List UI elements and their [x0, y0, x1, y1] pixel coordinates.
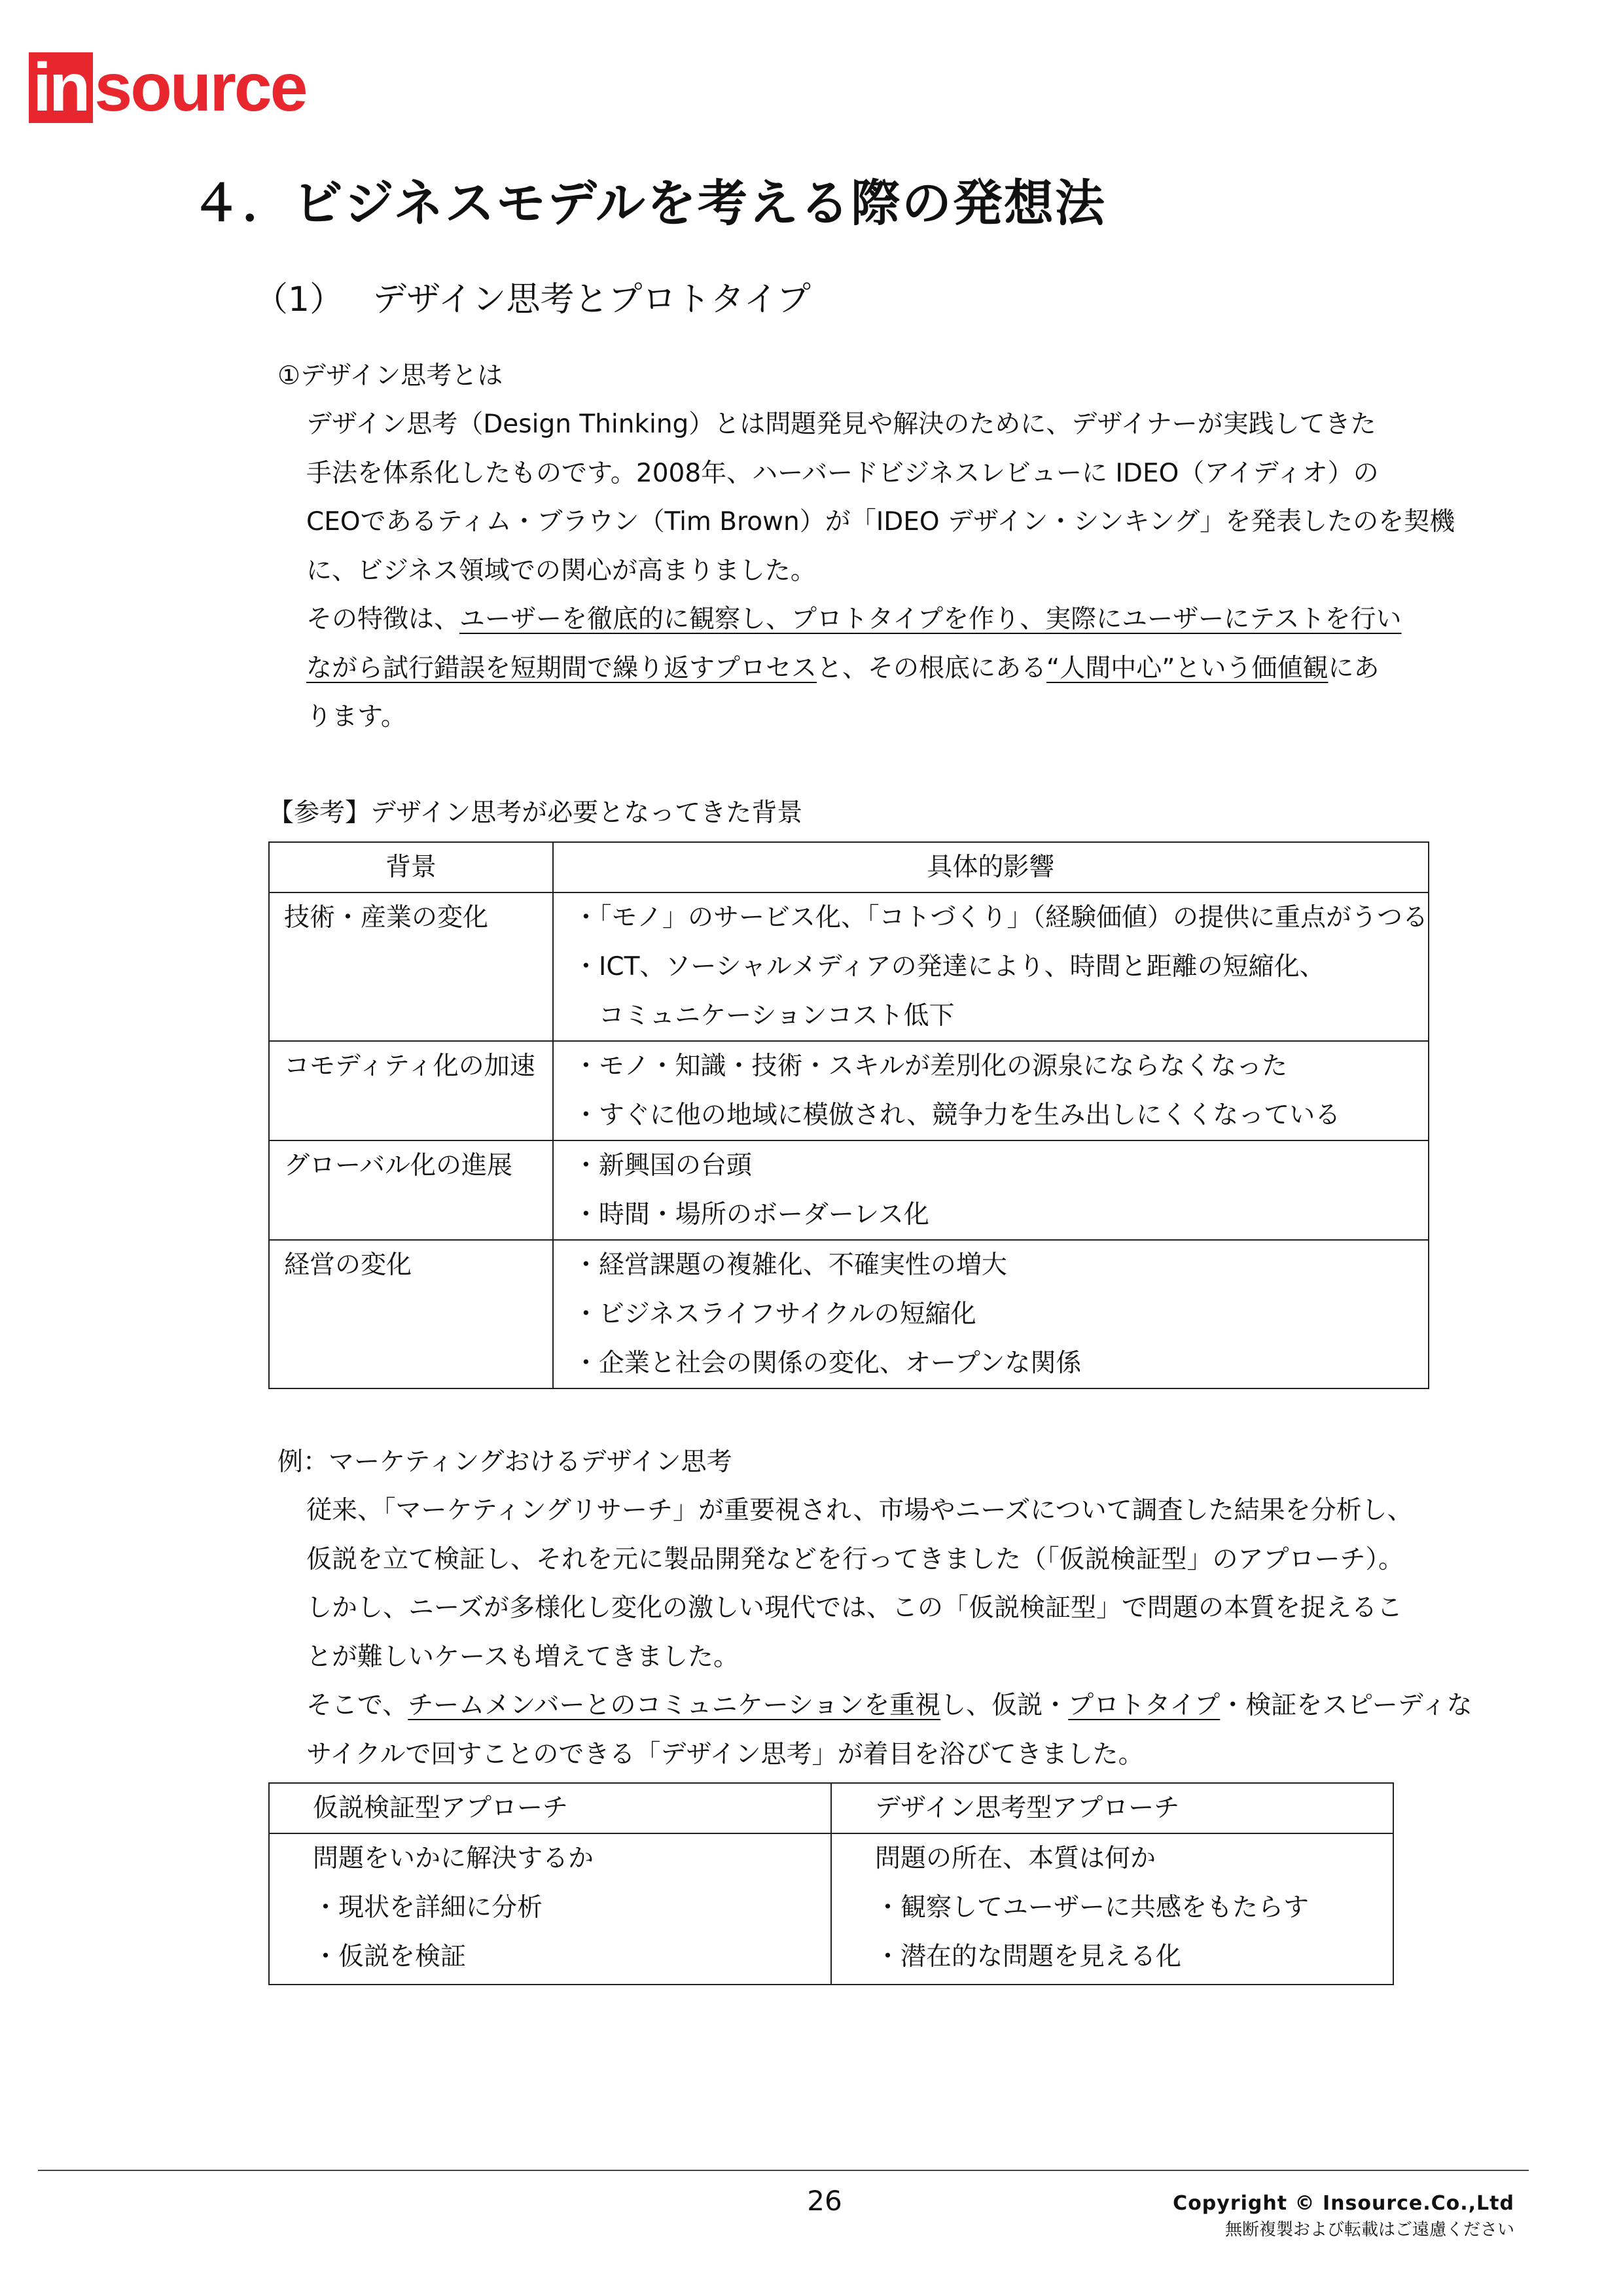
section-title: ①デザイン思考とは — [277, 361, 503, 391]
design-thinking-cell — [831, 1833, 1393, 1985]
underlined-text: チームメンバーとのコミュニケーションを重視 — [408, 1691, 941, 1720]
cell-line: 問題の所在、本質は何か — [875, 1844, 1156, 1873]
intro-paragraph — [306, 400, 1471, 742]
footer-divider — [38, 2170, 1529, 2171]
underlined-text: ユーザーを徹底的に観察し、プロトタイプを作り、実際にユーザーにテストを行い — [459, 605, 1402, 634]
background-cell: 経営の変化 — [269, 1240, 553, 1388]
insource-logo — [29, 50, 306, 126]
text-segment: と、その根底にある — [817, 653, 1047, 683]
table-header-row — [269, 1783, 1393, 1833]
table-header-design-thinking: デザイン思考型アプローチ — [831, 1783, 1393, 1833]
logo-text: source — [94, 50, 306, 126]
effect-cell — [553, 892, 1429, 1041]
subheading-number: （1） — [254, 280, 344, 319]
text-segment: し、仮説・ — [940, 1691, 1069, 1720]
paragraph-line: とが難しいケースも増えてきました。 — [306, 1642, 740, 1672]
paragraph-line: 手法を体系化したものです。2008年、ハーバードビジネスレビューに IDEO（アイディオ）の — [306, 458, 1379, 488]
page-heading: ４．ビジネスモデルを考える際の発想法 — [191, 174, 1106, 232]
underlined-text: プロトタイプ — [1068, 1691, 1221, 1720]
cell-line: ・観察してユーザーに共感をもたらす — [875, 1893, 1310, 1922]
effect-item: ・すぐに他の地域に模倣され、競争力を生み出しにくくなっている — [573, 1101, 1341, 1130]
paragraph-line: CEOであるティム・ブラウン（Tim Brown）が「IDEO デザイン・シンキング」を発表したのを契機 — [306, 507, 1455, 537]
table-header-effect: 具体的影響 — [553, 842, 1429, 892]
effect-item: ・モノ・知識・技術・スキルが差別化の源泉にならなくなった — [573, 1051, 1288, 1081]
example-title: 例：マーケティングおけるデザイン思考 — [277, 1447, 732, 1477]
subheading-title: デザイン思考とプロトタイプ — [372, 280, 811, 319]
paragraph-line — [306, 595, 1471, 645]
logo-highlight: in — [29, 52, 93, 123]
effect-item: ・新興国の台頭 — [573, 1151, 752, 1180]
table-row — [269, 892, 1429, 1041]
table-header-background: 背景 — [269, 842, 553, 892]
cell-line: 問題をいかに解決するか — [313, 1844, 594, 1873]
copyright-note: 無断複製および転載はご遠慮ください — [1224, 2220, 1514, 2240]
cell-line: ・潜在的な問題を見える化 — [875, 1942, 1182, 1971]
comparison-table — [268, 1782, 1394, 1985]
effect-item: ・ビジネスライフサイクルの短縮化 — [573, 1299, 976, 1329]
paragraph-line: サイクルで回すことのできる「デザイン思考」が着目を浴びてきました。 — [306, 1739, 1144, 1769]
table-row — [269, 1041, 1429, 1140]
effect-item: コミュニケーションコスト低下 — [573, 1001, 955, 1031]
subheading — [254, 274, 811, 326]
background-cell: コモディティ化の加速 — [269, 1041, 553, 1140]
cell-line: ・現状を詳細に分析 — [313, 1893, 543, 1922]
table-header-row — [269, 842, 1429, 892]
underlined-text: “人間中心”という価値観 — [1046, 653, 1329, 683]
effect-item: ・経営課題の複雑化、不確実性の増大 — [573, 1250, 1007, 1280]
text-segment: ・検証をスピーディな — [1220, 1691, 1472, 1720]
background-cell: グローバル化の進展 — [269, 1140, 553, 1240]
page-number: 26 — [807, 2185, 842, 2217]
effect-item: ・ICT、ソーシャルメディアの発達により、時間と距離の短縮化、 — [573, 952, 1325, 981]
example-paragraph — [306, 1487, 1471, 1779]
paragraph-line — [306, 645, 1471, 694]
copyright-text: Copyright © Insource.Co.,Ltd — [1173, 2192, 1514, 2215]
paragraph-line: デザイン思考（Design Thinking）とは問題発見や解決のために、デザイナーが実践してきた — [306, 410, 1376, 439]
effect-item: ・企業と社会の関係の変化、オープンな関係 — [573, 1349, 1082, 1378]
paragraph-line: に、ビジネス領域での関心が高まりました。 — [306, 556, 816, 586]
background-table — [268, 841, 1429, 1389]
hypothesis-cell — [269, 1833, 831, 1985]
text-segment: そこで、 — [306, 1691, 408, 1720]
paragraph-line: しかし、ニーズが多様化し変化の激しい現代では、この「仮説検証型」で問題の本質を捉えるこ — [306, 1593, 1403, 1623]
background-cell: 技術・産業の変化 — [269, 892, 553, 1041]
table-row — [269, 1833, 1393, 1985]
paragraph-line: 仮説を立て検証し、それを元に製品開発などを行ってきました（「仮説検証型」のアプローチ）。 — [306, 1544, 1404, 1574]
text-segment: その特徴は、 — [306, 605, 460, 634]
cell-line: ・仮説を検証 — [313, 1942, 467, 1971]
table-row — [269, 1240, 1429, 1388]
table-row — [269, 1140, 1429, 1240]
effect-item: ・時間・場所のボーダーレス化 — [573, 1200, 929, 1229]
effect-cell — [553, 1140, 1429, 1240]
paragraph-line: ります。 — [306, 702, 406, 732]
underlined-text: ながら試行錯誤を短期間で繰り返すプロセス — [306, 653, 817, 683]
paragraph-line: 従来、「マーケティングリサーチ」が重要視され、市場やニーズについて調査した結果を分析し、 — [306, 1496, 1413, 1525]
paragraph-line — [306, 1682, 1471, 1731]
reference-title: 【参考】デザイン思考が必要となってきた背景 — [268, 798, 803, 828]
effect-item: ・「モノ」のサービス化、「コトづくり」（経験価値）の提供に重点がうつる — [573, 903, 1428, 932]
effect-cell — [553, 1240, 1429, 1388]
text-segment: にあ — [1328, 653, 1380, 683]
table-header-hypothesis: 仮説検証型アプローチ — [269, 1783, 831, 1833]
effect-cell — [553, 1041, 1429, 1140]
